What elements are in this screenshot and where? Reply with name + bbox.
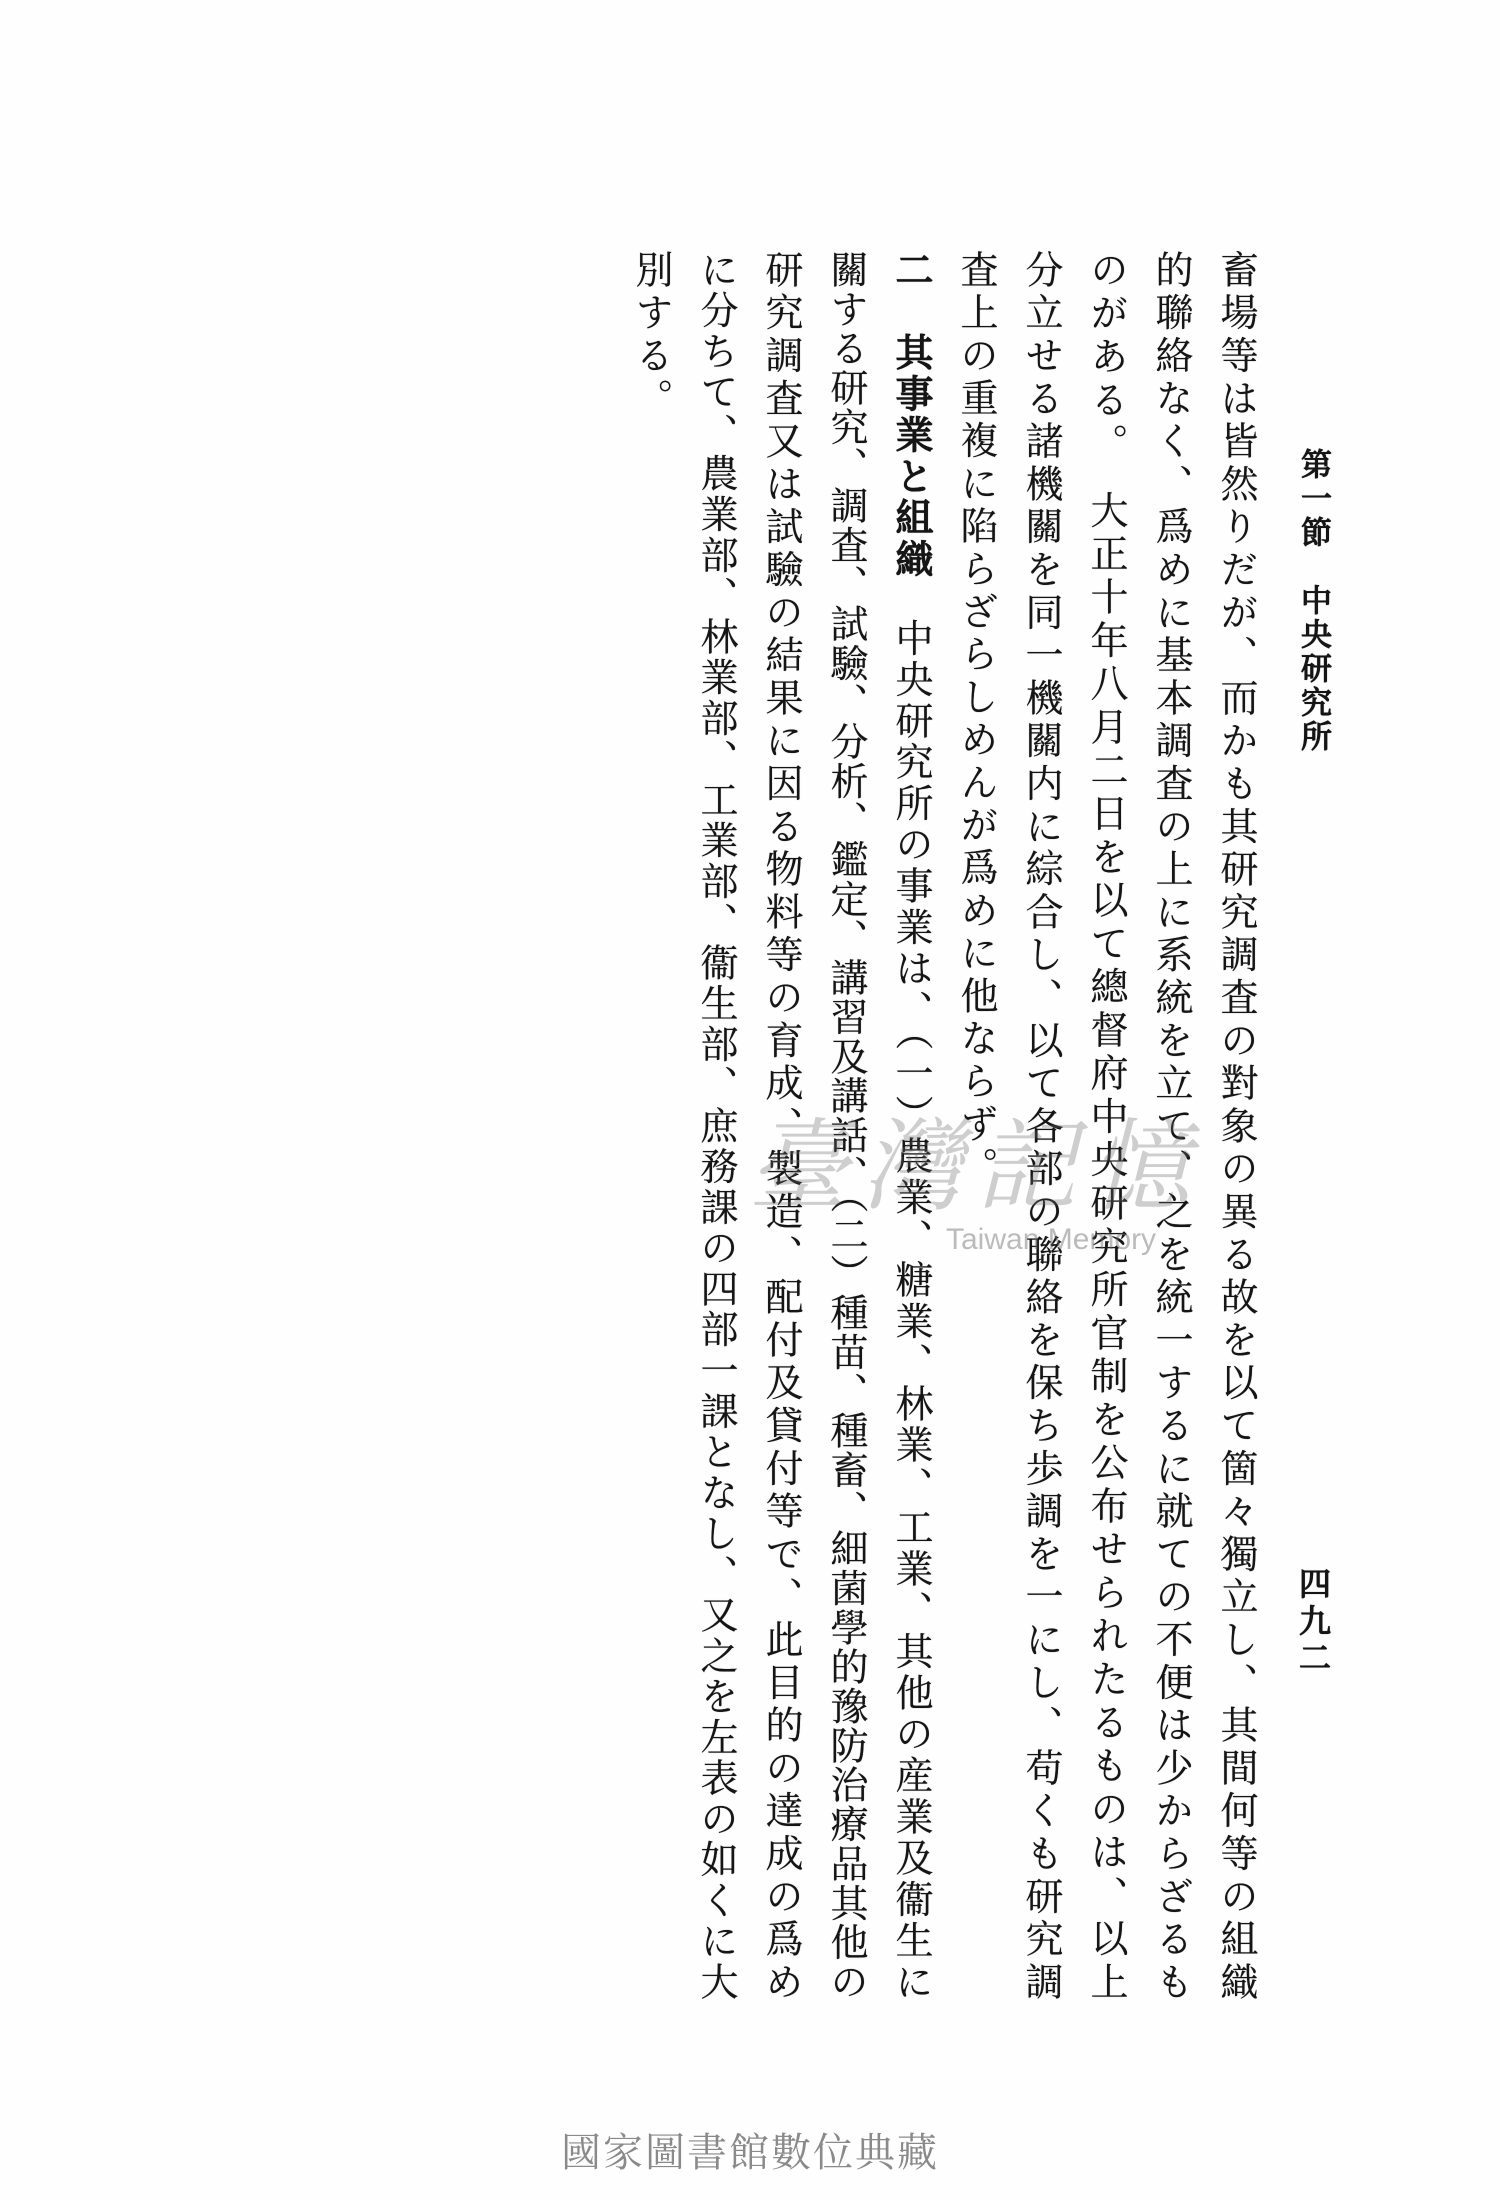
- text-line-with-heading: [881, 250, 941, 2000]
- text-line-content: 中央研究所の事業は、（一）農業、糖業、林業、工業、其他の産業及衞生に: [889, 618, 933, 2000]
- watermark-logo-subtext: Taiwan Memory: [946, 1223, 1157, 1256]
- section-heading: 二 其事業と組織: [889, 250, 934, 581]
- section-title: 第一節 中央研究所: [1295, 448, 1331, 754]
- text-line: のがある。 大正十年八月二日を以て總督府中央研究所官制を公布せられたるものは、以上: [1084, 250, 1128, 2000]
- text-line: 畜場等は皆然りだが、而かも其研究調査の對象の異る故を以て箇々獨立し、其間何等の組織: [1214, 250, 1258, 2000]
- collection-credit: 國家圖書館數位典藏: [561, 2130, 939, 2176]
- text-line: 研究調査又は試驗の結果に因る物料等の育成、製造、配付及貸付等で、此目的の達成の爲め: [759, 250, 803, 2000]
- text-line: に分ちて、農業部、林業部、工業部、衞生部、庶務課の四部一課となし、又之を左表の如くに大: [694, 250, 738, 2000]
- text-line: 的聯絡なく、爲めに基本調査の上に系統を立て、之を統一するに就ての不便は少からざるも: [1149, 250, 1193, 2000]
- text-line: 關する研究、調査、試驗、分析、鑑定、講習及講話、（二）種苗、種畜、細菌學的豫防治療品其他の: [824, 250, 868, 2000]
- text-line: 分立せる諸機關を同一機關内に綜合し、以て各部の聯絡を保ち歩調を一にし、苟くも研究調: [1019, 250, 1063, 2000]
- text-line: 別する。: [629, 250, 673, 421]
- page-number: 四九二: [1294, 1567, 1332, 1678]
- text-line: 査上の重複に陷らざらしめんが爲めに他ならず。: [954, 250, 998, 1190]
- watermark-logo-text: 臺灣記憶: [748, 1108, 1204, 1225]
